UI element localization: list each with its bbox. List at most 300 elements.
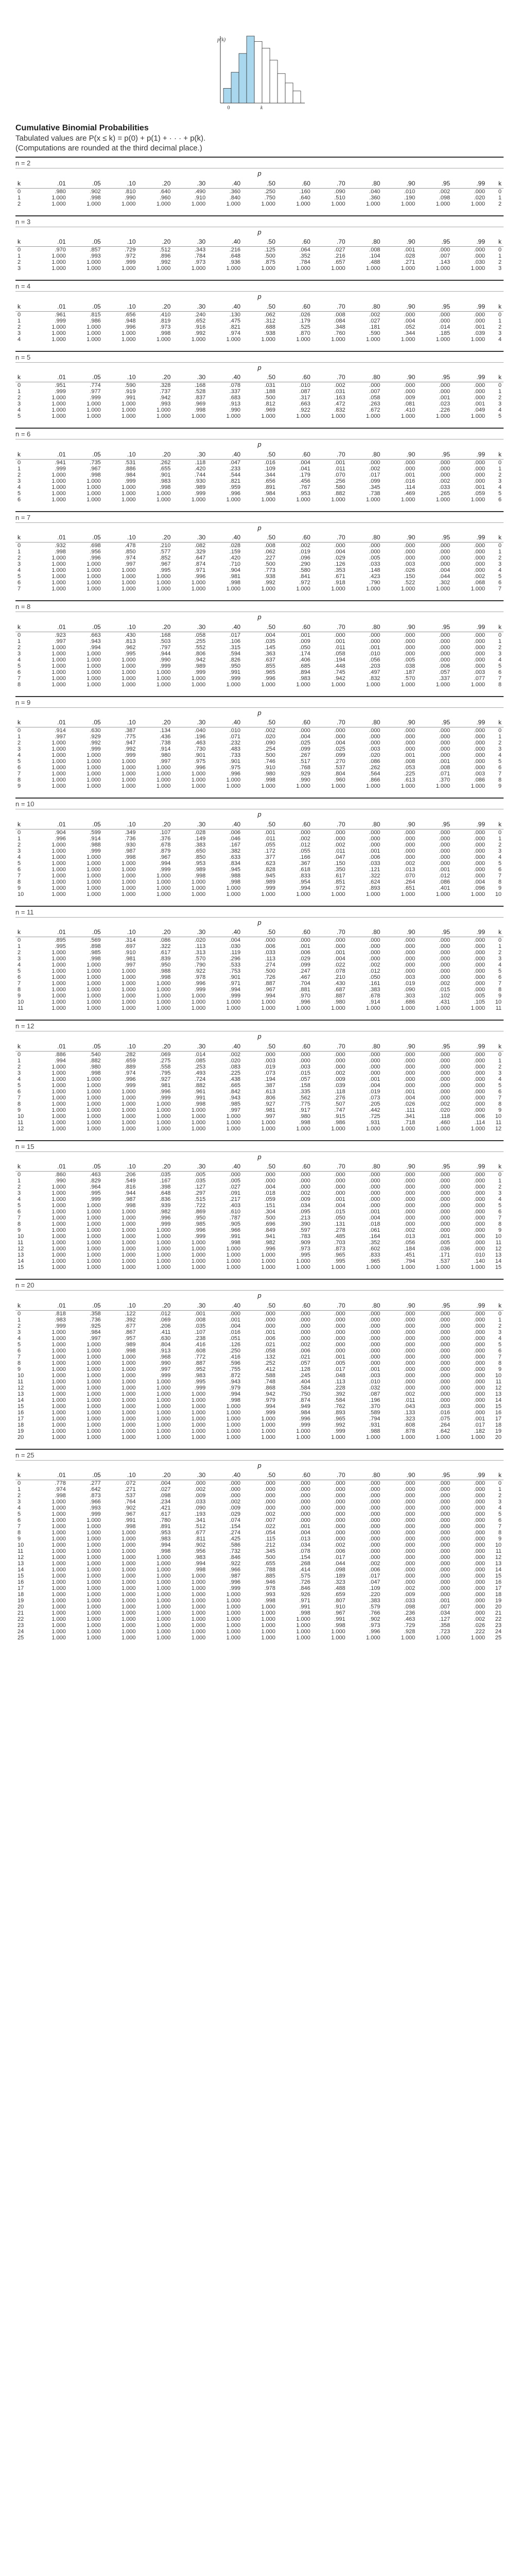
probability-cell: .648: [159, 1190, 171, 1196]
probability-cell: .029: [229, 1511, 241, 1517]
p-header: .40: [209, 820, 244, 829]
table-row: [15, 1616, 504, 1622]
probability-cell: 1.000: [261, 1119, 275, 1126]
probability-cell: 1.000: [156, 1005, 171, 1011]
probability-cell: .544: [229, 471, 241, 478]
probability-cell: .099: [299, 746, 310, 752]
probability-cell: 1.000: [51, 885, 66, 891]
probability-cell: .914: [369, 999, 380, 1005]
probability-cell: .026: [404, 1100, 416, 1107]
probability-cell: 1.000: [51, 1610, 66, 1616]
probability-cell: 1.000: [191, 1113, 206, 1120]
table-spacer: [15, 1270, 504, 1279]
probability-cell: 1.000: [261, 1264, 275, 1270]
probability-cell: .999: [55, 317, 66, 324]
probability-cell: .004: [474, 878, 485, 885]
k-value-right: 18: [495, 1421, 501, 1428]
table-row: [15, 478, 504, 484]
k-value: 7: [18, 872, 21, 879]
k-value-right: 2: [498, 1323, 501, 1329]
probability-cell: 1.000: [122, 1209, 136, 1215]
p-header: .95: [418, 179, 453, 188]
k-value-right: 1: [498, 253, 501, 259]
probability-cell: .983: [159, 478, 171, 484]
k-value: 0: [18, 382, 21, 388]
probability-cell: 1.000: [51, 1005, 66, 1011]
probability-cell: 1.000: [122, 1579, 136, 1585]
table-row: [15, 1227, 504, 1233]
probability-cell: .989: [194, 663, 206, 669]
probability-cell: .768: [299, 765, 310, 771]
table-row: [15, 1310, 504, 1317]
k-value: 3: [18, 848, 21, 854]
probability-cell: .118: [195, 459, 206, 466]
probability-cell: 1.000: [261, 999, 275, 1005]
probability-cell: .850: [125, 549, 136, 555]
probability-cell: .000: [474, 471, 485, 478]
probability-cell: .975: [194, 758, 206, 765]
table-row: [15, 987, 504, 993]
k-value: 16: [18, 1579, 24, 1585]
probability-cell: .961: [55, 311, 66, 318]
p-column-title: p: [257, 440, 262, 448]
probability-cell: 1.000: [296, 1125, 310, 1132]
probability-cell: .290: [299, 561, 310, 567]
probability-cell: 1.000: [122, 891, 136, 897]
k-value-right: 8: [498, 681, 501, 688]
probability-cell: .647: [194, 555, 206, 561]
probability-cell: 1.000: [261, 1434, 275, 1440]
histogram-bar: [285, 83, 293, 103]
probability-cell: .000: [404, 1172, 416, 1178]
probability-cell: .000: [439, 1499, 451, 1505]
probability-cell: 1.000: [191, 1629, 206, 1635]
table-n-label: n = 25: [15, 1451, 34, 1459]
probability-cell: .232: [229, 740, 241, 746]
probability-cell: .016: [264, 459, 275, 466]
p-header: .60: [279, 1162, 314, 1172]
k-value-right: 1: [498, 1316, 501, 1323]
probability-cell: .000: [404, 1316, 416, 1323]
probability-cell: 1.000: [86, 866, 101, 873]
table-row: [15, 980, 504, 987]
probability-cell: .000: [474, 1573, 485, 1579]
probability-cell: .222: [474, 1629, 485, 1635]
probability-cell: .004: [299, 459, 310, 466]
k-value: 5: [18, 573, 21, 580]
probability-cell: .001: [369, 1209, 380, 1215]
k-value: 11: [18, 1005, 24, 1011]
probability-cell: 1.000: [51, 860, 66, 867]
probability-cell: .815: [90, 311, 101, 318]
p-header: .60: [279, 820, 314, 829]
probability-cell: .857: [90, 247, 101, 253]
k-value-right: 10: [495, 1372, 501, 1379]
table-n-label: n = 9: [15, 698, 31, 706]
probability-cell: .725: [369, 1113, 380, 1120]
probability-cell: 1.000: [226, 999, 241, 1005]
probability-cell: .000: [474, 188, 485, 195]
probability-cell: .000: [404, 311, 416, 318]
probability-cell: .205: [369, 1100, 380, 1107]
probability-cell: 1.000: [156, 1604, 171, 1610]
probability-cell: .000: [474, 1530, 485, 1536]
probability-cell: .005: [229, 1178, 241, 1184]
probability-cell: .184: [404, 1246, 416, 1252]
probability-cell: 1.000: [226, 1598, 241, 1604]
probability-cell: .000: [299, 1499, 310, 1505]
probability-cell: .000: [474, 860, 485, 867]
probability-cell: 1.000: [226, 1616, 241, 1622]
probability-cell: .738: [159, 740, 171, 746]
probability-cell: .010: [404, 188, 416, 195]
probability-cell: 1.000: [471, 1125, 485, 1132]
p-header: .40: [209, 533, 244, 543]
probability-cell: 1.000: [191, 1579, 206, 1585]
k-value-right: 10: [495, 999, 501, 1005]
probability-cell: .000: [439, 1493, 451, 1499]
probability-cell: 1.000: [156, 1113, 171, 1120]
table-row: [15, 632, 504, 638]
probability-cell: 1.000: [51, 771, 66, 777]
probability-cell: .125: [264, 247, 275, 253]
probability-cell: 1.000: [191, 1240, 206, 1246]
table-spacer: [15, 688, 504, 696]
probability-cell: .056: [369, 656, 380, 663]
probability-cell: .000: [299, 1517, 310, 1523]
probability-cell: .001: [474, 484, 485, 490]
probability-cell: .033: [369, 561, 380, 567]
probability-cell: .114: [404, 484, 416, 490]
k-value-right: 1: [498, 1486, 501, 1493]
probability-cell: .000: [474, 650, 485, 657]
probability-cell: .194: [334, 656, 345, 663]
probability-cell: .000: [474, 1070, 485, 1076]
k-value: 7: [18, 586, 21, 592]
probability-cell: .994: [159, 1542, 171, 1548]
probability-cell: .996: [125, 324, 136, 330]
p-header: .40: [209, 1162, 244, 1172]
probability-cell: .131: [334, 1221, 345, 1227]
p-column-title: p: [257, 363, 262, 371]
probability-cell: .981: [264, 1107, 275, 1113]
probability-cell: .174: [299, 650, 310, 657]
probability-cell: .000: [439, 943, 451, 950]
probability-cell: .000: [439, 1554, 451, 1561]
probability-cell: .973: [159, 324, 171, 330]
probability-cell: .000: [404, 388, 416, 395]
table-row: [15, 1184, 504, 1190]
probability-cell: .000: [474, 1598, 485, 1604]
probability-cell: 1.000: [191, 1598, 206, 1604]
probability-cell: .113: [265, 956, 275, 962]
table-row: [15, 1342, 504, 1348]
p-header: .10: [104, 622, 139, 632]
probability-cell: .000: [439, 638, 451, 645]
probability-cell: .852: [159, 555, 171, 561]
probability-cell: .000: [439, 1511, 451, 1517]
probability-cell: 1.000: [51, 1548, 66, 1554]
probability-cell: .431: [439, 999, 451, 1005]
k-value-right: 2: [498, 1063, 501, 1070]
probability-cell: 1.000: [156, 1428, 171, 1434]
k-value-right: 6: [498, 765, 501, 771]
probability-cell: .515: [194, 1196, 206, 1202]
probability-cell: 1.000: [122, 872, 136, 879]
probability-cell: .006: [229, 829, 241, 836]
probability-cell: .410: [159, 311, 171, 318]
probability-cell: .828: [264, 866, 275, 873]
probability-cell: 1.000: [86, 496, 101, 503]
probability-cell: .228: [334, 1384, 345, 1391]
probability-cell: .948: [125, 317, 136, 324]
probability-cell: 1.000: [156, 200, 171, 207]
p-header: .40: [209, 373, 244, 382]
probability-cell: .004: [264, 1184, 275, 1190]
p-header: .30: [174, 1301, 209, 1310]
probability-cell: 1.000: [51, 561, 66, 567]
p-header: .70: [314, 718, 349, 727]
probability-cell: .000: [334, 1190, 345, 1196]
probability-cell: .000: [404, 841, 416, 848]
k-value-right: 11: [495, 1119, 501, 1126]
probability-cell: .975: [229, 765, 241, 771]
probability-cell: .005: [404, 656, 416, 663]
probability-cell: .497: [369, 669, 380, 675]
probability-cell: .997: [55, 734, 66, 740]
probability-cell: .995: [90, 1190, 101, 1196]
k-header: k: [15, 622, 34, 632]
p-header: .10: [104, 238, 139, 247]
probability-cell: .996: [194, 573, 206, 580]
probability-cell: .936: [229, 259, 241, 265]
probability-cell: .584: [299, 1384, 310, 1391]
probability-cell: 1.000: [51, 993, 66, 999]
probability-cell: 1.000: [156, 1384, 171, 1391]
probability-cell: .837: [194, 395, 206, 401]
p-header: .99: [453, 450, 488, 459]
probability-cell: .166: [299, 854, 310, 860]
probability-cell: .002: [439, 188, 451, 195]
probability-cell: .000: [334, 1184, 345, 1190]
k-header-right: k: [488, 533, 504, 543]
probability-cell: .000: [474, 1561, 485, 1567]
binomial-table-block: [15, 215, 504, 280]
probability-cell: .049: [474, 407, 485, 413]
probability-cell: .004: [334, 956, 345, 962]
probability-cell: .082: [194, 543, 206, 549]
binomial-table: [15, 1162, 504, 1271]
probability-cell: .997: [125, 962, 136, 968]
p-header: .20: [139, 820, 174, 829]
k-value: 20: [18, 1604, 24, 1610]
probability-cell: .733: [229, 752, 241, 758]
k-value: 6: [18, 669, 21, 675]
probability-cell: .000: [439, 962, 451, 968]
probability-cell: .000: [264, 1323, 275, 1329]
p-header: .10: [104, 1162, 139, 1172]
probability-cell: 1.000: [86, 1579, 101, 1585]
k-value-right: 5: [498, 758, 501, 765]
probability-cell: .000: [474, 1493, 485, 1499]
probability-cell: .549: [125, 1178, 136, 1184]
probability-cell: .836: [159, 1196, 171, 1202]
probability-cell: .000: [474, 1360, 485, 1366]
probability-cell: 1.000: [156, 1598, 171, 1604]
table-row: [15, 1511, 504, 1517]
probability-cell: .015: [439, 987, 451, 993]
probability-cell: .145: [264, 644, 275, 651]
k-value: 9: [18, 1366, 21, 1372]
k-value: 7: [18, 771, 21, 777]
probability-cell: .463: [404, 1616, 416, 1622]
probability-cell: .967: [90, 465, 101, 472]
probability-cell: 1.000: [331, 891, 345, 897]
table-row: [15, 734, 504, 740]
probability-cell: .905: [229, 1221, 241, 1227]
probability-cell: .000: [369, 1323, 380, 1329]
probability-cell: .005: [474, 993, 485, 999]
probability-cell: .000: [369, 1554, 380, 1561]
probability-cell: .678: [369, 993, 380, 999]
probability-cell: .383: [369, 987, 380, 993]
probability-cell: .185: [439, 330, 451, 336]
table-row: [15, 675, 504, 682]
probability-cell: .009: [299, 1196, 310, 1202]
probability-cell: .928: [404, 1629, 416, 1635]
probability-cell: .026: [299, 311, 310, 318]
probability-cell: .980: [334, 999, 345, 1005]
probability-cell: .000: [404, 943, 416, 950]
k-value-right: 9: [498, 783, 501, 789]
probability-cell: .000: [439, 382, 451, 388]
table-n-label: n = 10: [15, 800, 34, 808]
k-value-right: 1: [498, 1057, 501, 1064]
probability-cell: 1.000: [51, 580, 66, 586]
table-row: [15, 1635, 504, 1641]
table-row: [15, 580, 504, 586]
probability-cell: .997: [229, 1107, 241, 1113]
table-n-label: n = 12: [15, 1022, 34, 1030]
k-value-right: 8: [498, 1530, 501, 1536]
table-row: [15, 253, 504, 259]
probability-cell: 1.000: [122, 490, 136, 497]
table-row: [15, 311, 504, 318]
probability-cell: 1.000: [122, 1622, 136, 1629]
probability-cell: .387: [264, 1082, 275, 1089]
probability-cell: 1.000: [51, 681, 66, 688]
probability-cell: 1.000: [122, 675, 136, 682]
probability-cell: 1.000: [261, 336, 275, 343]
probability-cell: .001: [369, 1076, 380, 1082]
k-value: 6: [18, 580, 21, 586]
k-value: 9: [18, 1227, 21, 1233]
probability-cell: 1.000: [122, 993, 136, 999]
probability-cell: .245: [299, 1372, 310, 1379]
probability-cell: 1.000: [86, 860, 101, 867]
table-row: [15, 1323, 504, 1329]
probability-cell: .569: [90, 937, 101, 943]
probability-cell: 1.000: [51, 675, 66, 682]
probability-cell: .127: [439, 1616, 451, 1622]
probability-cell: .000: [474, 1353, 485, 1360]
table-row: [15, 854, 504, 860]
probability-cell: 1.000: [191, 1264, 206, 1270]
table-row: [15, 848, 504, 854]
probability-cell: .989: [194, 866, 206, 873]
probability-cell: .980: [90, 1063, 101, 1070]
probability-cell: .002: [404, 860, 416, 867]
probability-cell: 1.000: [122, 1604, 136, 1610]
p-header: .05: [69, 1471, 104, 1480]
probability-cell: .000: [474, 866, 485, 873]
probability-cell: .000: [439, 1057, 451, 1064]
table-row: [15, 873, 504, 879]
probability-cell: 1.000: [122, 1113, 136, 1120]
probability-cell: .002: [264, 1511, 275, 1517]
probability-cell: .000: [369, 1493, 380, 1499]
probability-cell: .780: [159, 1517, 171, 1523]
k-value-right: 0: [498, 382, 501, 388]
k-header-right: k: [488, 1301, 504, 1310]
p-header: .05: [69, 622, 104, 632]
p-header: .30: [174, 238, 209, 247]
probability-cell: 1.000: [51, 752, 66, 758]
probability-cell: .000: [474, 974, 485, 980]
k-value-right: 11: [495, 1240, 501, 1246]
probability-cell: .988: [159, 968, 171, 974]
table-row: [15, 638, 504, 645]
p-header: .70: [314, 928, 349, 937]
probability-cell: .941: [264, 1233, 275, 1240]
probability-cell: 1.000: [86, 885, 101, 891]
table-row: [15, 265, 504, 272]
probability-cell: .071: [439, 771, 451, 777]
probability-cell: .154: [299, 1554, 310, 1561]
probability-cell: .070: [404, 872, 416, 879]
probability-cell: .000: [369, 1536, 380, 1542]
probability-cell: .012: [159, 1310, 171, 1317]
probability-cell: .930: [125, 841, 136, 848]
page-subtitle: Tabulated values are P(x ≤ k) = p(0) + p(1) + · · · + p(k).: [15, 134, 206, 143]
probability-cell: .096: [474, 885, 485, 891]
probability-cell: 1.000: [51, 1517, 66, 1523]
probability-cell: .999: [125, 1082, 136, 1089]
probability-cell: .795: [159, 1070, 171, 1076]
probability-cell: .000: [474, 567, 485, 573]
probability-cell: 1.000: [51, 1100, 66, 1107]
probability-cell: .997: [55, 638, 66, 645]
table-row: [15, 1190, 504, 1196]
probability-cell: .677: [125, 1323, 136, 1329]
probability-cell: .000: [369, 632, 380, 638]
probability-cell: .990: [159, 656, 171, 663]
probability-cell: .044: [334, 1561, 345, 1567]
probability-cell: 1.000: [331, 496, 345, 503]
probability-cell: .425: [229, 1536, 241, 1542]
p-header: .50: [244, 179, 279, 188]
table-row: [15, 1530, 504, 1536]
probability-cell: .500: [264, 253, 275, 259]
probability-cell: .226: [439, 407, 451, 413]
probability-cell: .006: [264, 943, 275, 950]
k-value-right: 0: [498, 727, 501, 734]
probability-cell: .984: [90, 1329, 101, 1335]
probability-cell: .323: [404, 1415, 416, 1422]
probability-cell: .998: [55, 549, 66, 555]
k-value-right: 4: [498, 962, 501, 968]
table-row: [15, 1410, 504, 1416]
